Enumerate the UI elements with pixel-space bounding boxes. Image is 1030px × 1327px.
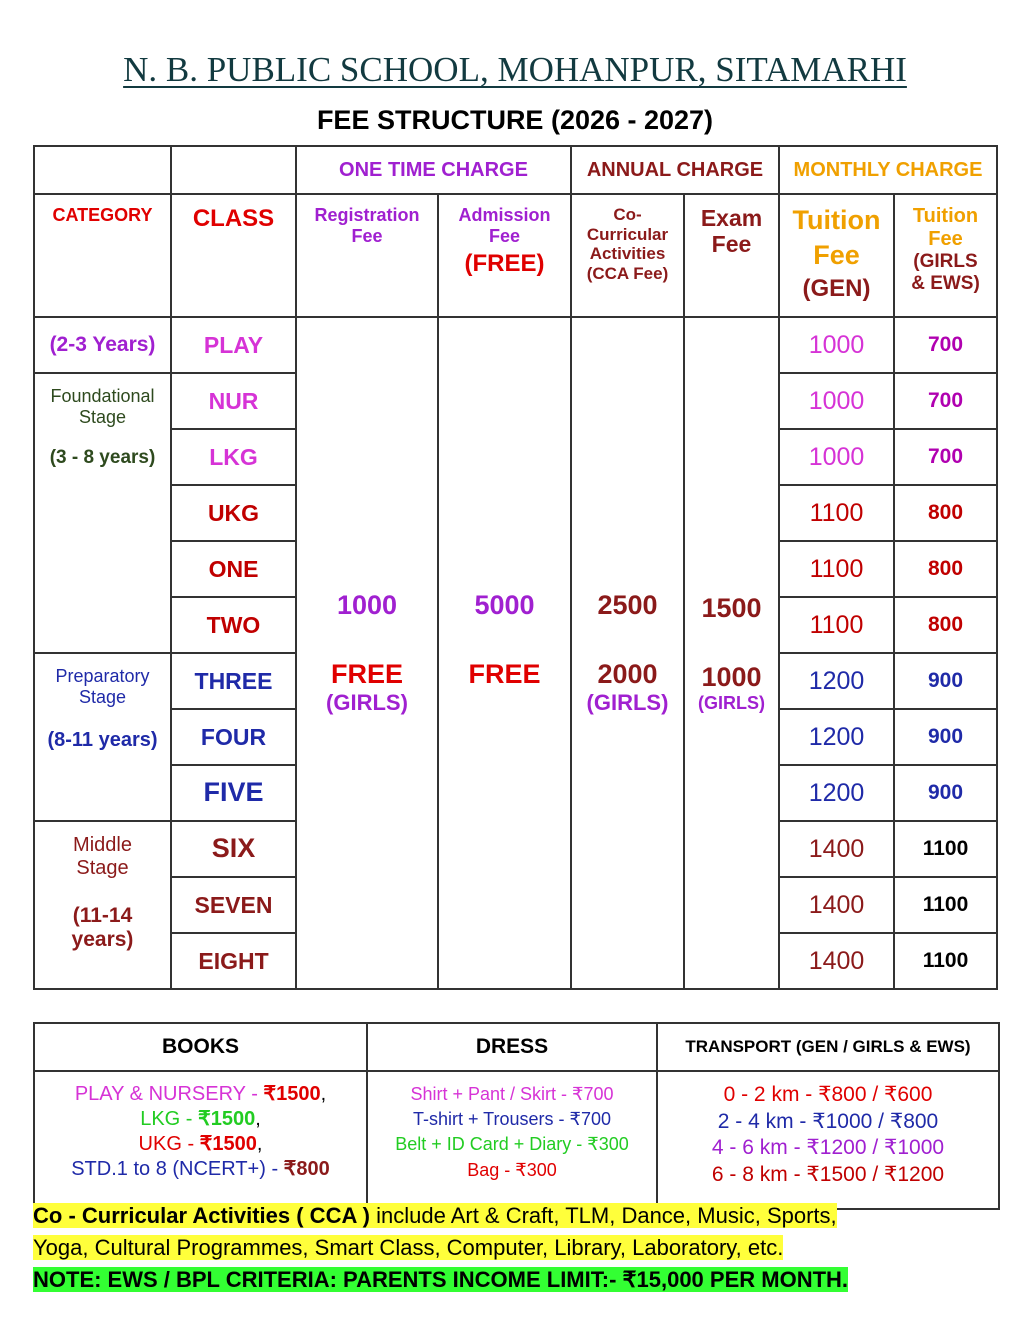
registration-header-line: Fee xyxy=(351,225,383,246)
list-item xyxy=(35,1082,366,1107)
category-name: Stage xyxy=(78,686,127,707)
class-cell: PLAY xyxy=(171,317,296,373)
class-cell: THREE xyxy=(171,653,296,709)
tuition-girls-cell: 800 xyxy=(894,597,997,653)
class-cell: UKG xyxy=(171,485,296,541)
tuition-girls-cell: 900 xyxy=(894,709,997,765)
admission-header-line: Admission xyxy=(458,205,551,225)
exam-header-line: Exam xyxy=(700,205,763,231)
tuition-girls-cell: 1100 xyxy=(894,877,997,933)
transport-header: TRANSPORT (GEN / GIRLS & EWS) xyxy=(657,1023,999,1071)
exam-fee-value: 1500 xyxy=(701,592,762,623)
tuition-gen-header xyxy=(779,194,894,317)
tuition-gen-cell: 1000 xyxy=(779,317,894,373)
tuition-girls-cell: 900 xyxy=(894,765,997,821)
tuition-girls-cell: 1100 xyxy=(894,821,997,877)
tuition-gen-cell: 1000 xyxy=(779,373,894,429)
class-header: CLASS xyxy=(171,194,296,317)
tuition-girls-header-line: Fee xyxy=(928,228,963,250)
exam-header-line: Fee xyxy=(711,231,752,258)
one-time-charge-header: ONE TIME CHARGE xyxy=(296,146,571,194)
cca-girls-fee: 2000 xyxy=(597,659,658,690)
books-price: ₹1500 xyxy=(199,1133,257,1155)
list-item: T-shirt + Trousers - ₹700 xyxy=(412,1109,612,1130)
cca-fee-cell xyxy=(571,317,684,989)
class-cell: FOUR xyxy=(171,709,296,765)
class-cell: FIVE xyxy=(171,765,296,821)
list-item: 6 - 8 km - ₹1500 / ₹1200 xyxy=(711,1162,945,1186)
tuition-girls-cell: 700 xyxy=(894,317,997,373)
registration-header-line: Registration xyxy=(314,205,420,225)
tuition-gen-header-line: Fee xyxy=(813,240,860,271)
ews-note: NOTE: EWS / BPL CRITERIA: PARENTS INCOME LIMIT:- ₹15,000 PER MONTH. xyxy=(33,1267,849,1292)
exam-girls-note: (GIRLS) xyxy=(698,692,765,713)
category-age: (3 - 8 years) xyxy=(49,447,156,469)
blank-corner-class xyxy=(171,146,296,194)
class-cell: ONE xyxy=(171,541,296,597)
fee-structure-subtitle: FEE STRUCTURE (2026 - 2027) xyxy=(316,105,714,135)
exam-girls-fee: 1000 xyxy=(701,661,762,692)
list-item xyxy=(35,1107,366,1132)
class-cell: EIGHT xyxy=(171,933,296,989)
cca-fee-header xyxy=(571,194,684,317)
class-cell: LKG xyxy=(171,429,296,485)
cca-note-text: include Art & Craft, TLM, Dance, Music, Sports, xyxy=(369,1203,837,1228)
category-name: Stage xyxy=(76,857,129,879)
books-price: ₹1500 xyxy=(263,1083,321,1105)
transport-cell xyxy=(657,1071,999,1209)
cca-header-line: Activities xyxy=(589,244,666,264)
exam-fee-header xyxy=(684,194,779,317)
tuition-gen-cell: 1100 xyxy=(779,597,894,653)
tuition-girls-label: (GIRLS xyxy=(913,251,978,272)
extras-table xyxy=(33,1022,1000,1210)
class-cell: TWO xyxy=(171,597,296,653)
table-row xyxy=(34,317,997,373)
tuition-gen-cell: 1200 xyxy=(779,765,894,821)
category-age: (2-3 Years) xyxy=(49,332,156,356)
cca-header-line: (CCA Fee) xyxy=(586,263,669,283)
books-tail: , xyxy=(320,1083,327,1105)
tuition-gen-cell: 1100 xyxy=(779,541,894,597)
tuition-gen-label: (GEN) xyxy=(802,275,871,303)
registration-fee-header xyxy=(296,194,438,317)
tuition-girls-header xyxy=(894,194,997,317)
tuition-girls-cell: 800 xyxy=(894,485,997,541)
category-name: Foundational xyxy=(50,386,155,406)
tuition-gen-cell: 1200 xyxy=(779,653,894,709)
list-item: Shirt + Pant / Skirt - ₹700 xyxy=(410,1084,614,1104)
books-price: ₹1500 xyxy=(198,1108,256,1130)
fee-table xyxy=(33,145,998,990)
annual-charge-header: ANNUAL CHARGE xyxy=(571,146,779,194)
category-name: Stage xyxy=(78,406,127,427)
registration-fee-cell xyxy=(296,317,438,989)
tuition-gen-cell: 1400 xyxy=(779,877,894,933)
category-name: Preparatory xyxy=(55,666,150,686)
category-age: years) xyxy=(71,928,134,952)
category-header: CATEGORY xyxy=(34,194,171,317)
registration-fee-value: 1000 xyxy=(336,590,398,621)
tuition-gen-cell: 1400 xyxy=(779,821,894,877)
cca-fee-value: 2500 xyxy=(597,590,658,621)
tuition-gen-cell: 1100 xyxy=(779,485,894,541)
dress-cell xyxy=(367,1071,657,1209)
category-age: (8-11 years) xyxy=(47,729,158,752)
books-label: LKG - xyxy=(140,1108,198,1130)
class-cell: SIX xyxy=(171,821,296,877)
category-cell xyxy=(34,653,171,821)
books-cell xyxy=(34,1071,367,1209)
books-tail: , xyxy=(255,1108,261,1130)
registration-girls-free: FREE xyxy=(330,659,403,690)
tuition-gen-cell: 1400 xyxy=(779,933,894,989)
cca-note-line xyxy=(33,1232,1013,1264)
tuition-girls-cell: 700 xyxy=(894,429,997,485)
school-title: N. B. PUBLIC SCHOOL, MOHANPUR, SITAMARHI xyxy=(123,50,907,89)
admission-fee-header xyxy=(438,194,571,317)
list-item: 0 - 2 km - ₹800 / ₹600 xyxy=(723,1083,933,1106)
books-label: UKG - xyxy=(138,1133,200,1155)
class-cell: NUR xyxy=(171,373,296,429)
tuition-girls-cell: 900 xyxy=(894,653,997,709)
admission-header-line: Fee xyxy=(488,225,521,246)
tuition-gen-cell: 1200 xyxy=(779,709,894,765)
notes-section xyxy=(33,1200,1013,1296)
tuition-girls-cell: 800 xyxy=(894,541,997,597)
category-age: (11-14 xyxy=(72,904,133,927)
tuition-girls-label: & EWS) xyxy=(911,272,980,294)
tuition-gen-header-line: Tuition xyxy=(792,205,881,235)
category-name: Middle xyxy=(73,834,132,856)
class-cell: SEVEN xyxy=(171,877,296,933)
books-tail: , xyxy=(256,1133,263,1155)
category-cell xyxy=(34,373,171,653)
dress-header: DRESS xyxy=(367,1023,657,1071)
tuition-girls-header-line: Tuition xyxy=(912,205,979,227)
tuition-girls-cell: 1100 xyxy=(894,933,997,989)
cca-girls-note: (GIRLS) xyxy=(586,690,669,716)
books-price: ₹800 xyxy=(283,1158,330,1180)
cca-header-line: Curricular xyxy=(586,224,669,244)
monthly-charge-header: MONTHLY CHARGE xyxy=(779,146,997,194)
list-item: 2 - 4 km - ₹1000 / ₹800 xyxy=(717,1109,939,1133)
books-label: PLAY & NURSERY - xyxy=(74,1083,264,1105)
cca-note-line xyxy=(33,1200,1013,1232)
admission-free-label: (FREE) xyxy=(464,250,545,278)
exam-fee-cell xyxy=(684,317,779,989)
ews-note-line xyxy=(33,1264,1013,1296)
books-label: STD.1 to 8 (NCERT+) - xyxy=(71,1158,284,1180)
cca-header-line: Co- xyxy=(613,205,642,224)
cca-note-text: Yoga, Cultural Programmes, Smart Class, Computer, Library, Laboratory, etc. xyxy=(33,1235,784,1260)
list-item: 4 - 6 km - ₹1200 / ₹1000 xyxy=(711,1136,945,1160)
admission-fee-cell xyxy=(438,317,571,989)
list-item xyxy=(35,1157,366,1182)
category-cell xyxy=(34,317,171,373)
admission-fee-value: 5000 xyxy=(474,590,535,621)
books-header: BOOKS xyxy=(34,1023,367,1071)
tuition-girls-cell: 700 xyxy=(894,373,997,429)
tuition-gen-cell: 1000 xyxy=(779,429,894,485)
admission-girls-free: FREE xyxy=(468,659,541,690)
category-cell xyxy=(34,821,171,989)
list-item xyxy=(35,1132,366,1157)
list-item: Bag - ₹300 xyxy=(467,1159,557,1180)
cca-note-bold: Co - Curricular Activities ( CCA ) xyxy=(33,1203,370,1228)
registration-girls-note: (GIRLS) xyxy=(326,690,408,716)
list-item: Belt + ID Card + Diary - ₹300 xyxy=(395,1134,629,1155)
blank-corner-category xyxy=(34,146,171,194)
